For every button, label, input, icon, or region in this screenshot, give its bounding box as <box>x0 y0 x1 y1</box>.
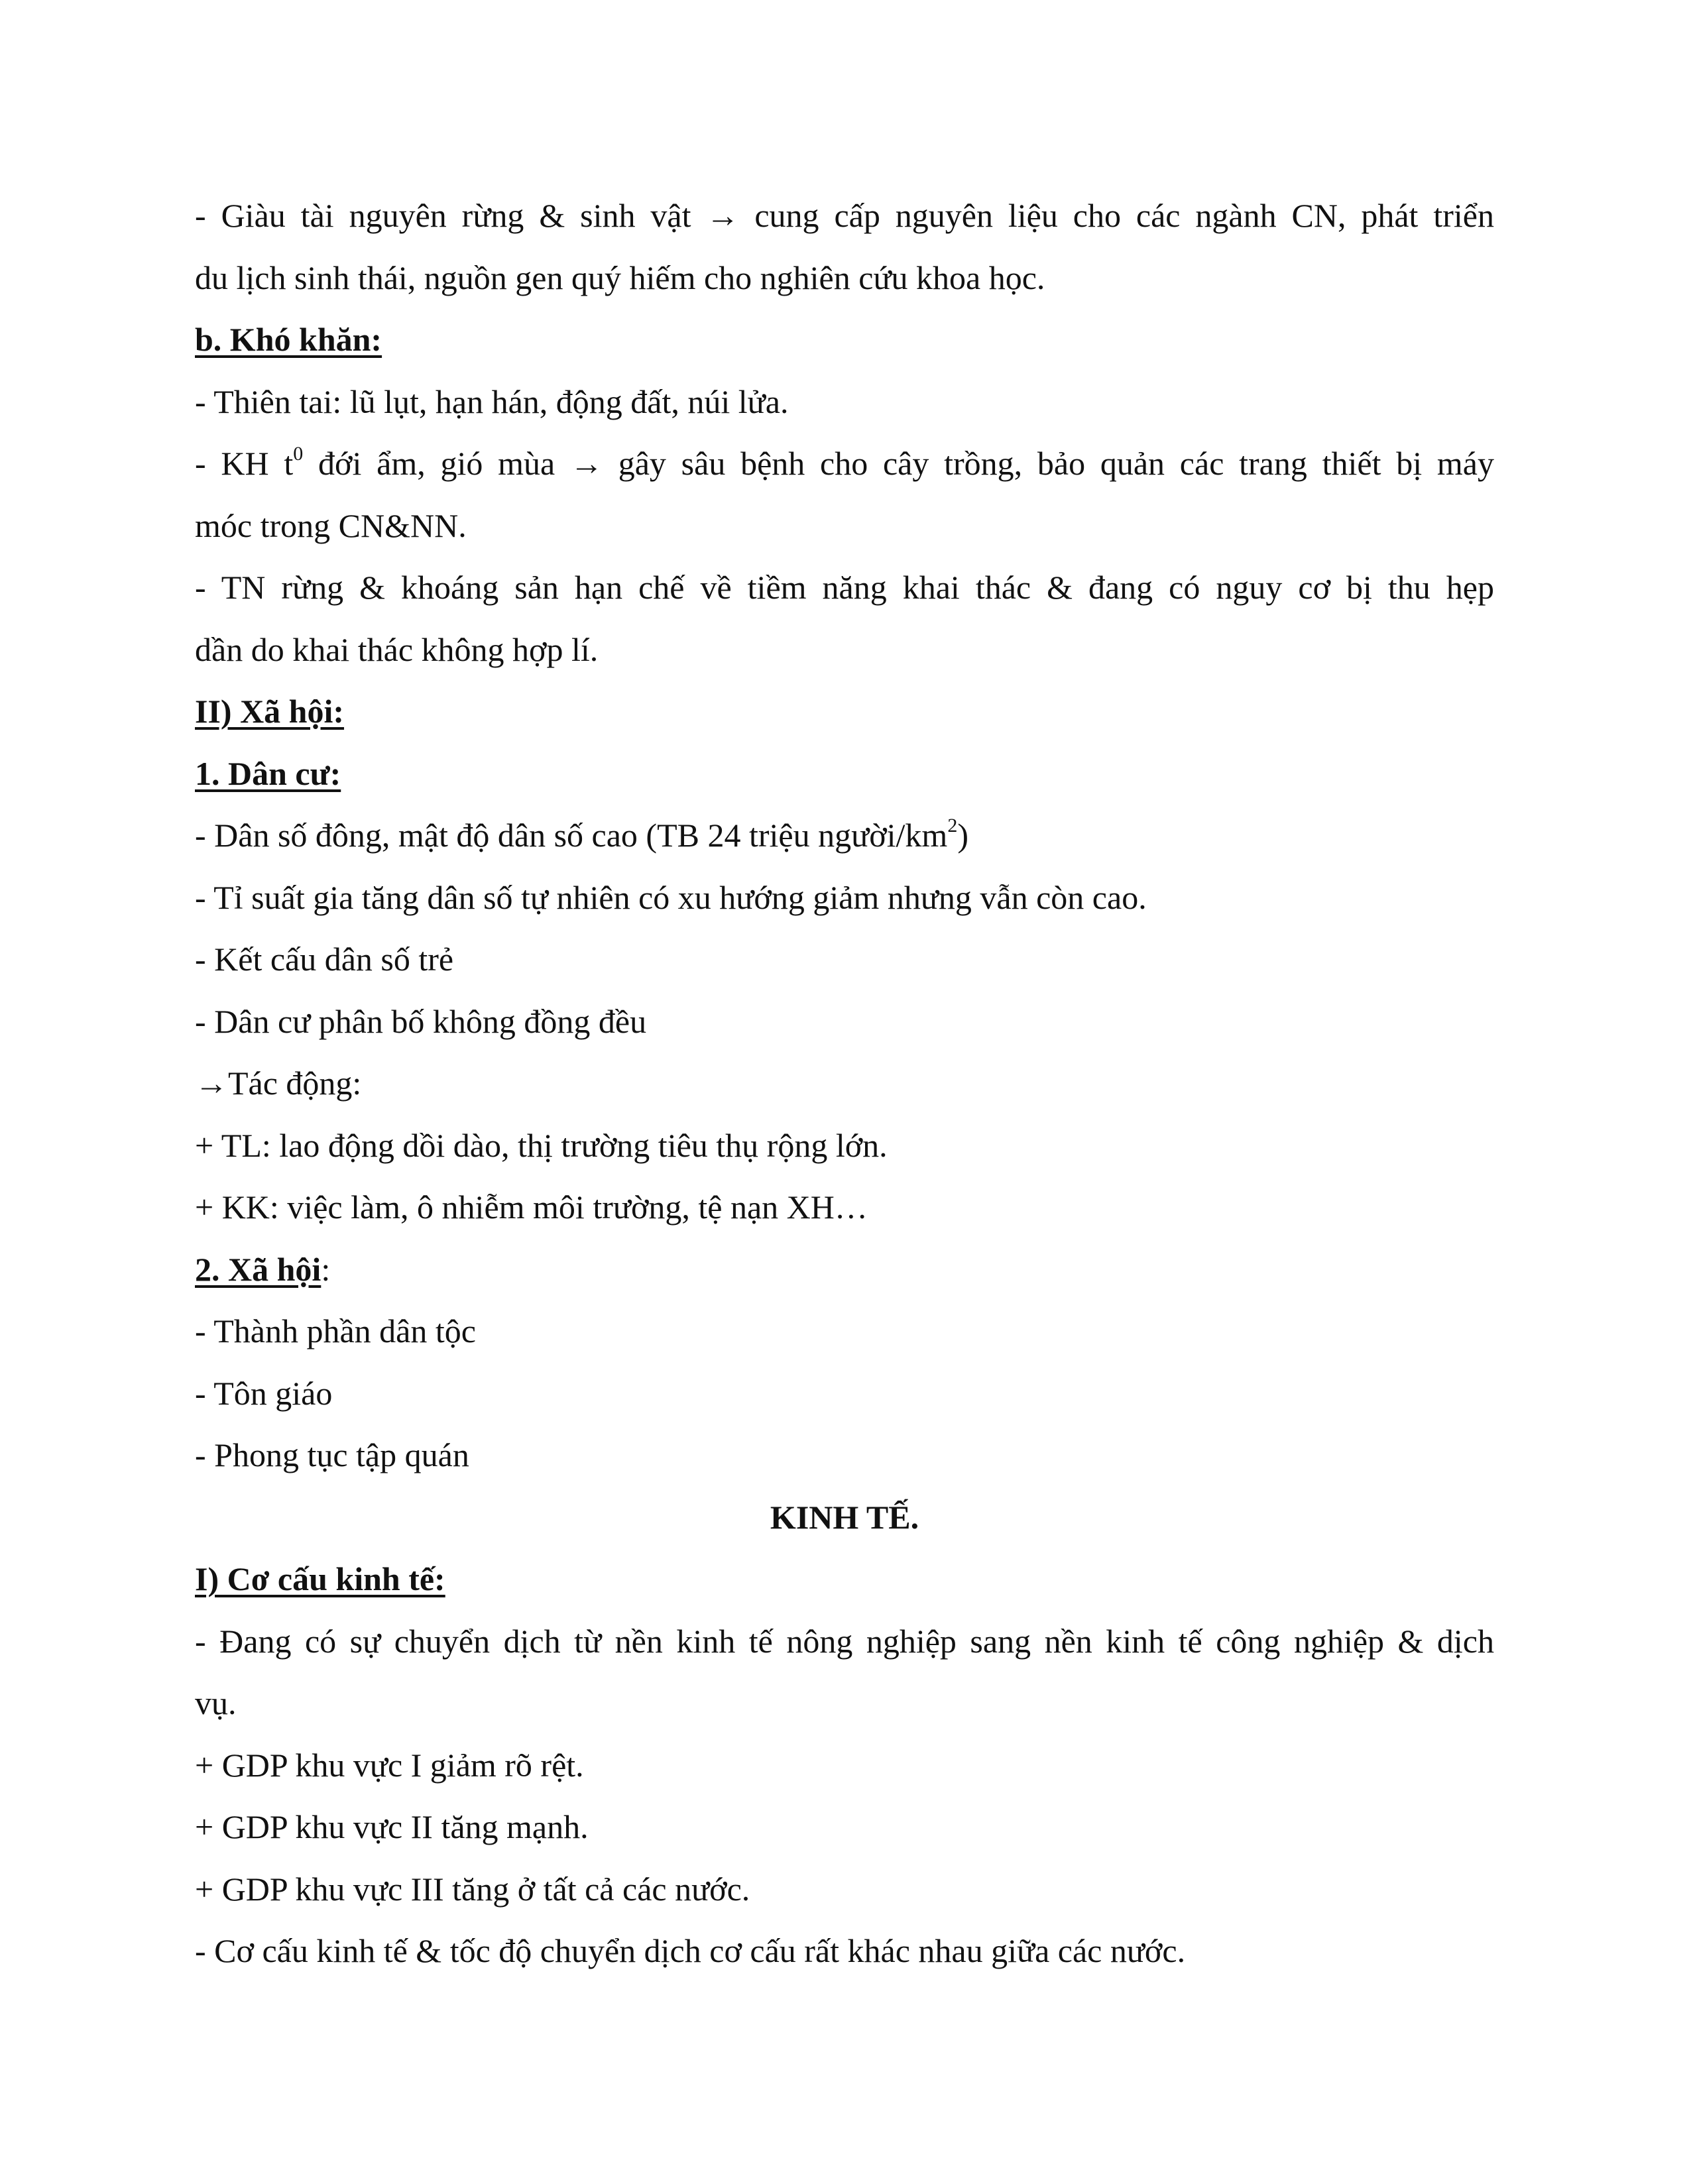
heading-population <box>195 747 1494 809</box>
item-uneven-distribution: - Dân cư phân bố không đồng đều <box>195 1002 647 1040</box>
heading-society-section-text: II) Xã hội: <box>195 693 345 730</box>
climate-text-before: - KH t <box>195 445 294 482</box>
item-young-structure: - Kết cấu dân số trẻ <box>195 941 454 978</box>
item-climate-line-1 <box>195 437 1494 499</box>
heading-society-section <box>195 685 1494 747</box>
item-gdp-sector-1: + GDP khu vực I giảm rõ rệt. <box>195 1746 584 1784</box>
item-advantages: + TL: lao động dồi dào, thị trường tiêu thụ rộng lớn. <box>195 1126 888 1164</box>
item-gdp-sector-3: + GDP khu vực III tăng ở tất cả các nước. <box>195 1870 750 1908</box>
item-climate-line-2: móc trong CN&NN. <box>195 506 467 544</box>
climate-text-after: đới ẩm, gió mùa → gây sâu bệnh cho cây trồng, bảo quản các trang thiết bị máy <box>303 445 1494 482</box>
heading-economic-structure <box>195 1552 1494 1615</box>
item-forest-minerals-line-1: - TN rừng & khoáng sản hạn chế về tiềm năng khai thác & đang có nguy cơ bị thu hẹp <box>195 569 1494 606</box>
item-customs: - Phong tục tập quán <box>195 1436 469 1473</box>
density-text-after: ) <box>957 817 968 854</box>
item-shift-line-1: - Đang có sự chuyển dịch từ nền kinh tế nông nghiệp sang nền kinh tế công nghiệp & dịch <box>195 1622 1494 1660</box>
climate-superscript: 0 <box>293 443 304 465</box>
heading-economic-structure-text: I) Cơ cấu kinh tế: <box>195 1560 445 1597</box>
item-impact: →Tác động: <box>195 1064 362 1102</box>
density-text-before: - Dân số đông, mật độ dân số cao (TB 24 triệu người/km <box>195 817 948 854</box>
heading-difficulties-text: b. Khó khăn: <box>195 321 382 358</box>
item-structure-differences: - Cơ cấu kinh tế & tốc độ chuyển dịch cơ cấu rất khác nhau giữa các nước. <box>195 1932 1186 1969</box>
section-title-economy: KINH TẾ. <box>770 1498 919 1536</box>
heading-society-colon: : <box>321 1250 331 1288</box>
heading-population-text: 1. Dân cư: <box>195 754 341 792</box>
item-shift-line-2: vụ. <box>195 1684 237 1721</box>
item-gdp-sector-2: + GDP khu vực II tăng mạnh. <box>195 1808 589 1845</box>
item-ethnic-composition: - Thành phần dân tộc <box>195 1312 476 1350</box>
document-page <box>195 189 1494 1986</box>
heading-society <box>195 1243 1494 1305</box>
density-superscript: 2 <box>947 815 958 837</box>
item-population-density <box>195 809 1494 871</box>
paragraph-resources-line-1: - Giàu tài nguyên rừng & sinh vật → cung cấp nguyên liệu cho các ngành CN, phát triển <box>195 197 1494 234</box>
heading-society-text: 2. Xã hội <box>195 1250 321 1288</box>
item-religion: - Tôn giáo <box>195 1374 333 1412</box>
item-forest-minerals-line-2: dần do khai thác không hợp lí. <box>195 630 599 668</box>
item-growth-rate: - Tỉ suất gia tăng dân số tự nhiên có xu hướng giảm nhưng vẫn còn cao. <box>195 878 1147 916</box>
heading-difficulties <box>195 313 1494 375</box>
paragraph-resources-line-2: du lịch sinh thái, nguồn gen quý hiếm cho nghiên cứu khoa học. <box>195 259 1045 296</box>
item-natural-disasters: - Thiên tai: lũ lụt, hạn hán, động đất, núi lửa. <box>195 382 789 420</box>
item-disadvantages: + KK: việc làm, ô nhiễm môi trường, tệ nạn XH… <box>195 1188 868 1226</box>
